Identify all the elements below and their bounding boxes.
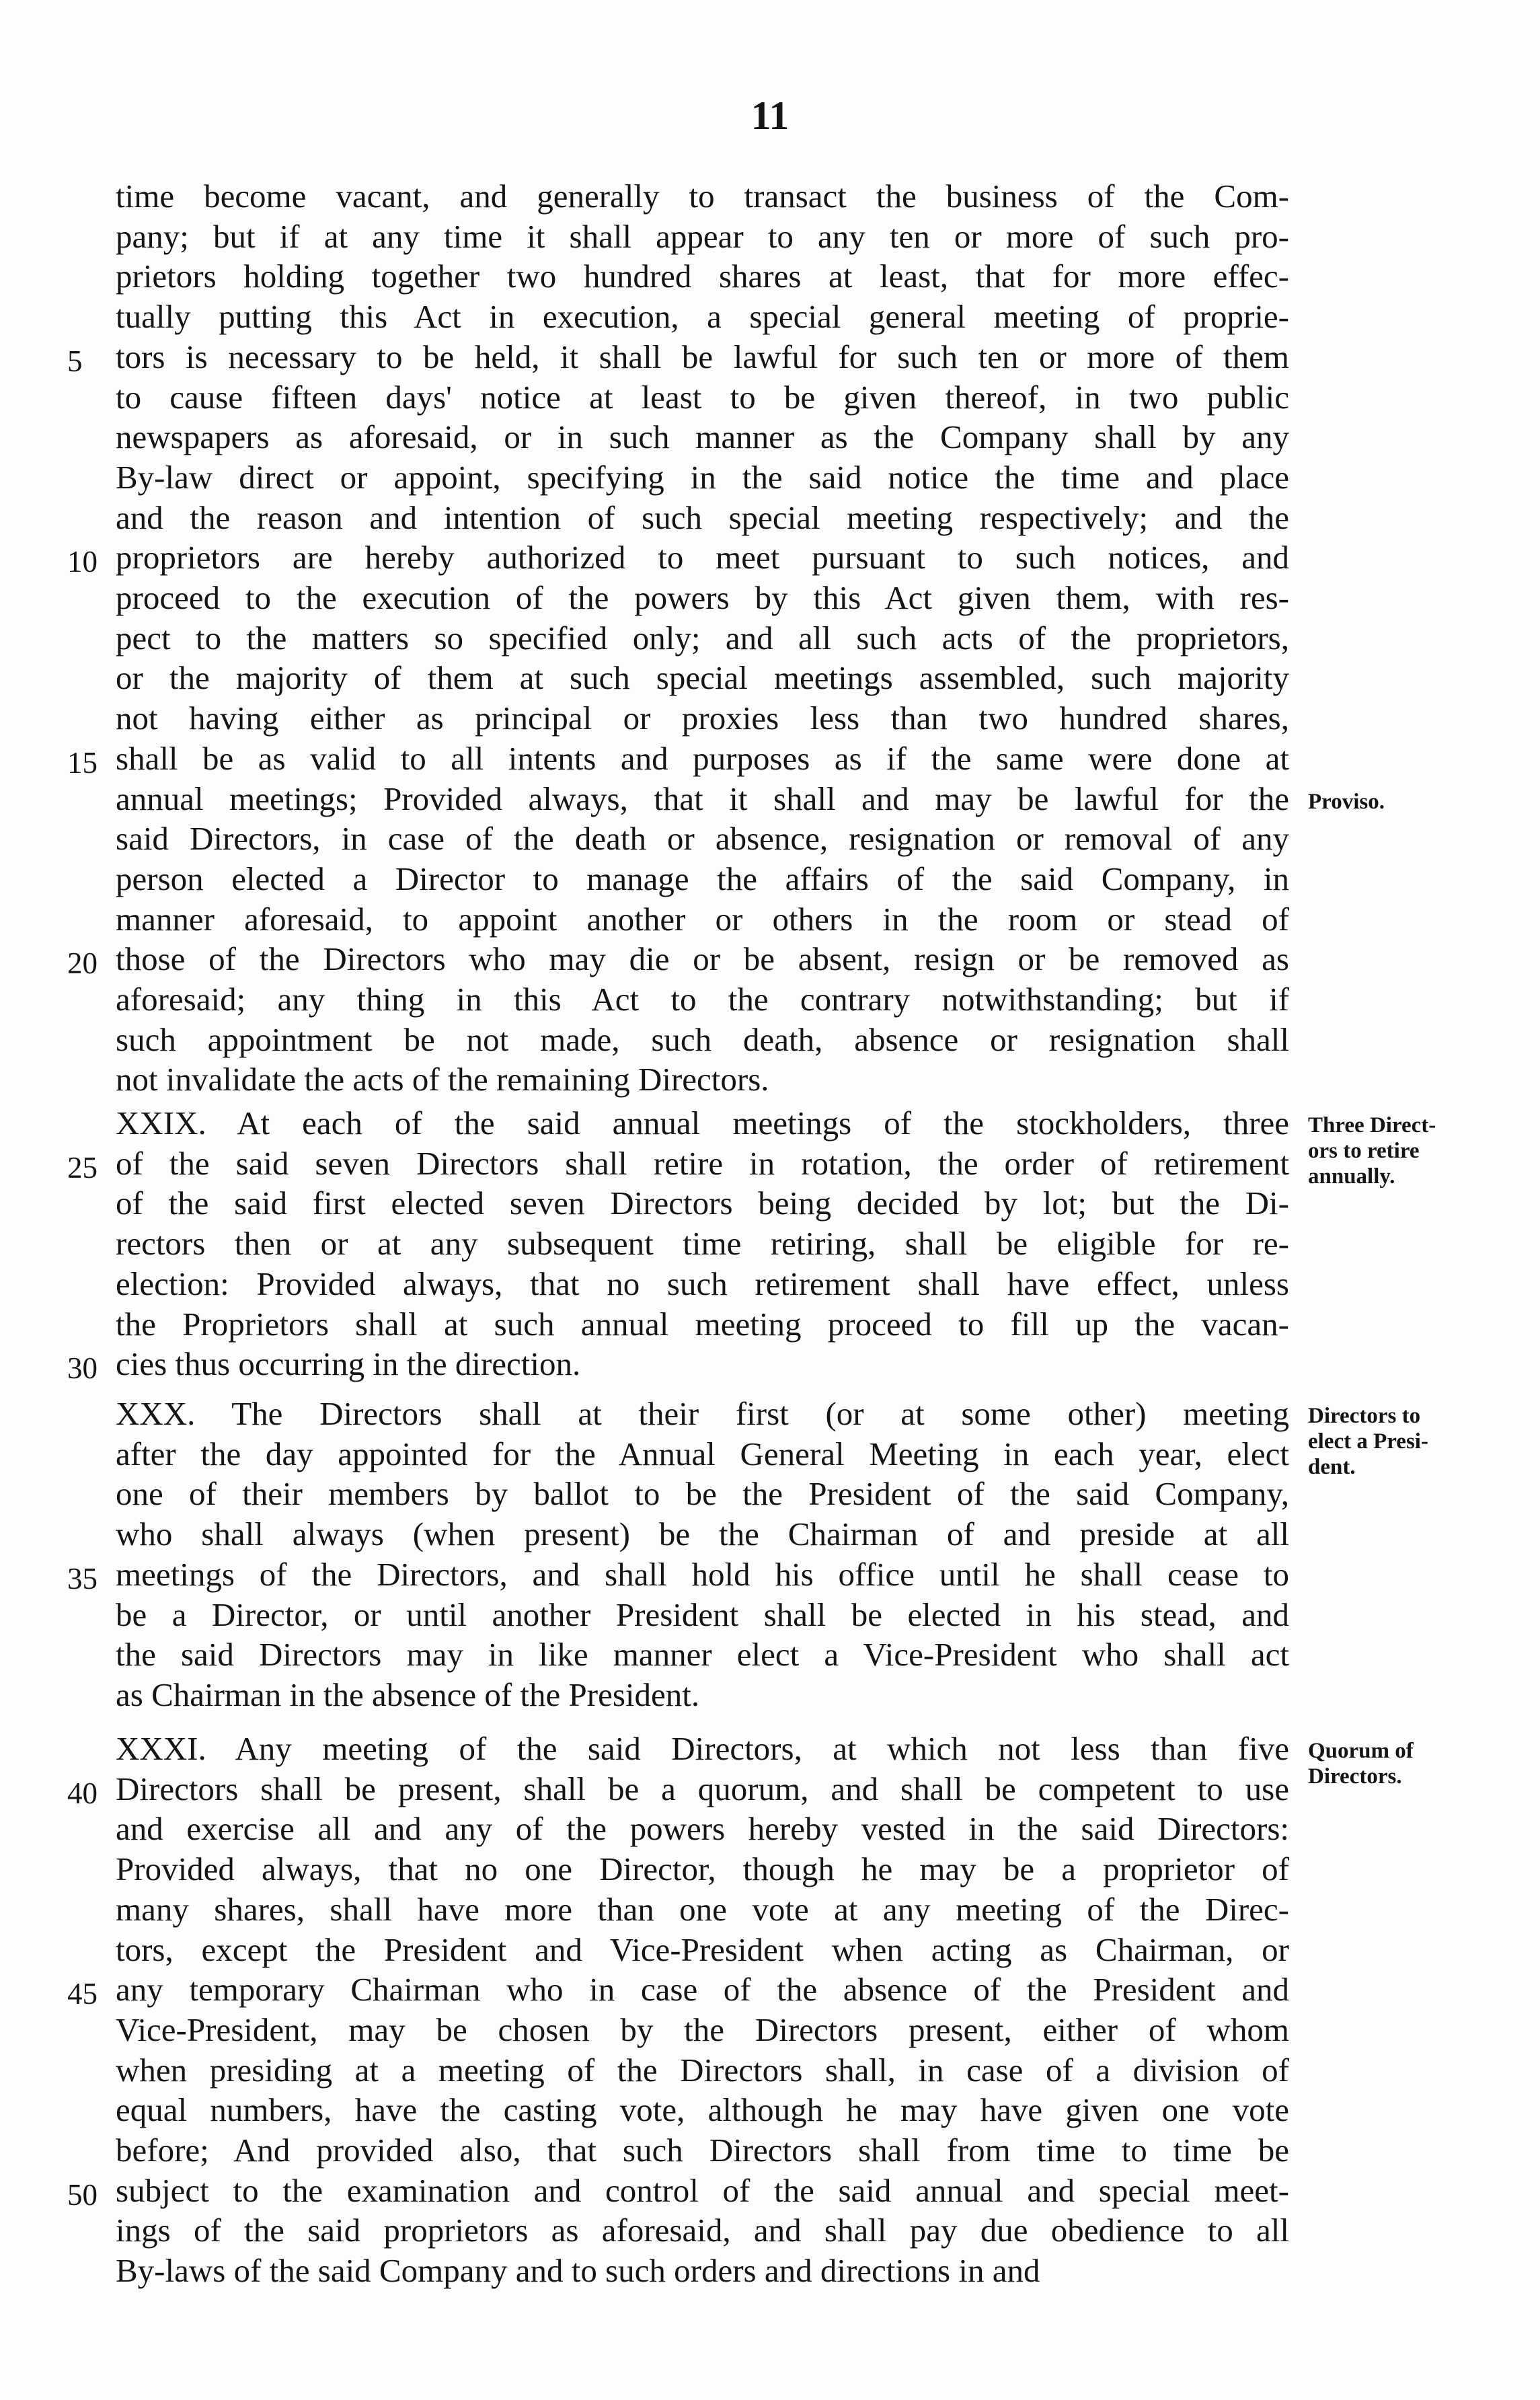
margin-note bbox=[1308, 1113, 1530, 1189]
margin-note-line: ors to retire bbox=[1308, 1139, 1420, 1163]
margin-note bbox=[1308, 1403, 1530, 1480]
text-line: as Chairman in the absence of the President. bbox=[116, 1676, 700, 1713]
text-line: of the said first elected seven Directors being decided by lot; but the Di- bbox=[116, 1185, 1289, 1222]
text-line: time become vacant, and generally to transact the business of the Com- bbox=[116, 178, 1289, 215]
line-number: 20 bbox=[67, 946, 98, 981]
text-line: before; And provided also, that such Directors shall from time to time be bbox=[116, 2132, 1289, 2169]
text-line: who shall always (when present) be the Chairman of and preside at all bbox=[116, 1515, 1289, 1553]
line-number: 35 bbox=[67, 1561, 98, 1596]
text-line: ings of the said proprietors as aforesaid, and shall pay due obedience to all bbox=[116, 2212, 1289, 2249]
margin-note-line: dent. bbox=[1308, 1455, 1356, 1479]
text-line: said Directors, in case of the death or absence, resignation or removal of any bbox=[116, 820, 1289, 858]
text-line: prietors holding together two hundred shares at least, that for more effec- bbox=[116, 258, 1289, 295]
text-line: election: Provided always, that no such retirement shall have effect, unless bbox=[116, 1265, 1289, 1302]
margin-note bbox=[1308, 1738, 1530, 1789]
text-line: Provided always, that no one Director, though he may be a proprietor of bbox=[116, 1850, 1289, 1888]
line-number: 45 bbox=[67, 1977, 98, 2011]
line-number: 15 bbox=[67, 745, 98, 780]
text-line: the said Directors may in like manner elect a Vice-President who shall act bbox=[116, 1636, 1289, 1674]
text-line: subject to the examination and control of the said annual and special meet- bbox=[116, 2171, 1289, 2209]
text-line: By-laws of the said Company and to such orders and directions in and bbox=[116, 2252, 1040, 2290]
margin-note-line: annually. bbox=[1308, 1164, 1395, 1189]
margin-note-line: Directors to bbox=[1308, 1404, 1421, 1428]
text-line: Vice-President, may be chosen by the Directors present, either of whom bbox=[116, 2011, 1289, 2048]
text-line: equal numbers, have the casting vote, although he may have given one vote bbox=[116, 2091, 1289, 2129]
page-number: 11 bbox=[750, 93, 790, 138]
text-line: and exercise all and any of the powers hereby vested in the said Directors: bbox=[116, 1810, 1289, 1848]
text-line: cies thus occurring in the direction. bbox=[116, 1345, 581, 1383]
text-line: XXIX. At each of the said annual meetings of the stockholders, three bbox=[116, 1104, 1289, 1141]
text-line: shall be as valid to all intents and purposes as if the same were done at bbox=[116, 739, 1289, 777]
text-line: and the reason and intention of such special meeting respectively; and the bbox=[116, 498, 1289, 536]
text-line: annual meetings; Provided always, that it shall and may be lawful for the bbox=[116, 780, 1289, 817]
line-number: 25 bbox=[67, 1150, 98, 1185]
line-number: 30 bbox=[67, 1351, 98, 1386]
text-line: those of the Directors who may die or be absent, resign or be removed as bbox=[116, 940, 1289, 978]
text-line: pect to the matters so specified only; and all such acts of the proprietors, bbox=[116, 619, 1289, 657]
line-number: 40 bbox=[67, 1776, 98, 1810]
text-line: such appointment be not made, such death, absence or resignation shall bbox=[116, 1020, 1289, 1058]
text-line: tors is necessary to be held, it shall be lawful for such ten or more of them bbox=[116, 338, 1289, 375]
margin-note-line: Proviso. bbox=[1308, 790, 1385, 814]
text-line: proceed to the execution of the powers by this Act given them, with res- bbox=[116, 579, 1289, 616]
text-line: to cause fifteen days' notice at least to be given thereof, in two public bbox=[116, 378, 1289, 416]
text-line: meetings of the Directors, and shall hold his office until he shall cease to bbox=[116, 1555, 1289, 1593]
text-line: Directors shall be present, shall be a quorum, and shall be competent to use bbox=[116, 1770, 1289, 1807]
margin-note-line: Directors. bbox=[1308, 1764, 1402, 1789]
margin-note-line: elect a Presi- bbox=[1308, 1429, 1428, 1454]
text-line: XXX. The Directors shall at their first (or at some other) meeting bbox=[116, 1395, 1289, 1432]
margin-note-line: Quorum of bbox=[1308, 1739, 1414, 1763]
text-line: the Proprietors shall at such annual meeting proceed to fill up the vacan- bbox=[116, 1305, 1289, 1343]
text-line: of the said seven Directors shall retire in rotation, the order of retirement bbox=[116, 1144, 1289, 1182]
text-line: not invalidate the acts of the remaining Directors. bbox=[116, 1061, 769, 1098]
text-line: rectors then or at any subsequent time retiring, shall be eligible for re- bbox=[116, 1225, 1289, 1263]
text-line: or the majority of them at such special meetings assembled, such majority bbox=[116, 659, 1289, 697]
text-line: newspapers as aforesaid, or in such manner as the Company shall by any bbox=[116, 418, 1289, 456]
margin-note-line: Three Direct- bbox=[1308, 1113, 1436, 1137]
text-line: one of their members by ballot to be the President of the said Company, bbox=[116, 1475, 1289, 1513]
text-line: many shares, shall have more than one vote at any meeting of the Direc- bbox=[116, 1890, 1289, 1928]
line-number: 10 bbox=[67, 545, 98, 579]
text-line: after the day appointed for the Annual General Meeting in each year, elect bbox=[116, 1435, 1289, 1472]
line-number: 50 bbox=[67, 2177, 98, 2212]
text-line: tually putting this Act in execution, a special general meeting of proprie- bbox=[116, 298, 1289, 336]
text-line: person elected a Director to manage the affairs of the said Company, in bbox=[116, 860, 1289, 897]
text-line: be a Director, or until another President shall be elected in his stead, and bbox=[116, 1596, 1289, 1633]
text-line: pany; but if at any time it shall appear to any ten or more of such pro- bbox=[116, 217, 1289, 255]
text-line: when presiding at a meeting of the Directors shall, in case of a division of bbox=[116, 2051, 1289, 2089]
text-line: aforesaid; any thing in this Act to the contrary notwithstanding; but if bbox=[116, 981, 1289, 1018]
text-line: XXXI. Any meeting of the said Directors, at which not less than five bbox=[116, 1730, 1289, 1767]
text-line: tors, except the President and Vice-President when acting as Chairman, or bbox=[116, 1930, 1289, 1968]
text-line: any temporary Chairman who in case of the absence of the President and bbox=[116, 1971, 1289, 2009]
line-number: 5 bbox=[67, 344, 83, 378]
text-line: manner aforesaid, to appoint another or others in the room or stead of bbox=[116, 900, 1289, 938]
text-line: By-law direct or appoint, specifying in the said notice the time and place bbox=[116, 458, 1289, 496]
text-line: proprietors are hereby authorized to meet pursuant to such notices, and bbox=[116, 539, 1289, 576]
margin-note bbox=[1308, 789, 1530, 815]
text-line: not having either as principal or proxies less than two hundred shares, bbox=[116, 700, 1289, 737]
